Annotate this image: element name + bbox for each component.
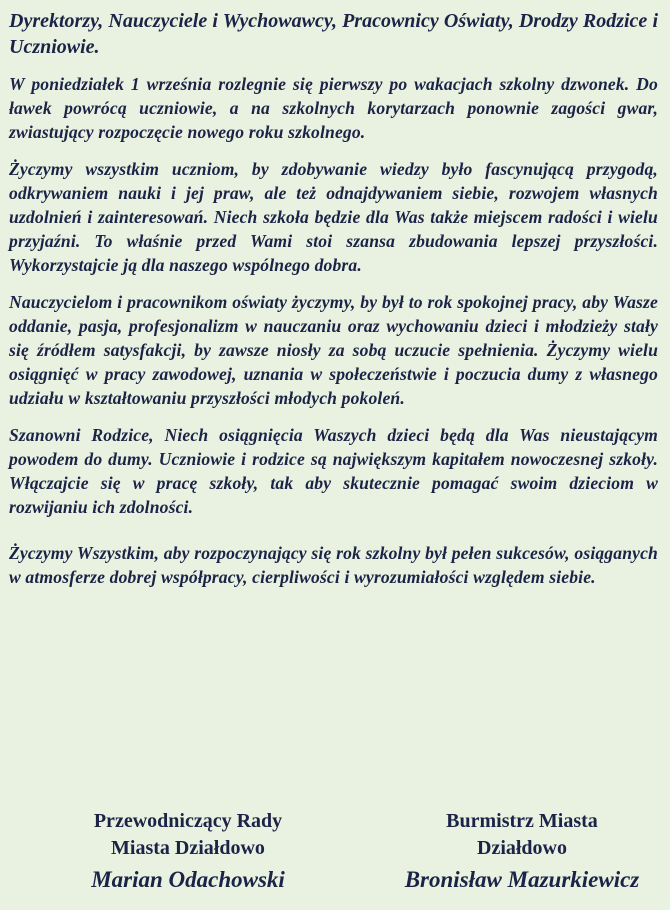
signature-council-chairman [52, 808, 324, 897]
paragraph-wishes-students: Życzymy wszystkim uczniom, by zdobywanie wiedzy było fascynującą przygodą, odkrywaniem nauki i jej praw, ale też odnajdywaniem siebie, rozwojem własnych uzdolnień i zainteresowań. Niech szkoła będzie dla Was także miejscem radości i wielu przyjaźni. To właśnie przed Wami stoi szansa zbudowania lepszej przyszłości. Wykorzystajcie ją dla naszego wspólnego dobra. [9, 159, 658, 275]
paragraph-wishes-parents: Szanowni Rodzice, Niech osiągnięcia Waszych dzieci będą dla Was nieustającym powodem do dumy. Uczniowie i rodzice są największym kapitałem nowoczesnej szkoły. Włączajcie się w pracę szkoły, tak aby skutecznie pomagać swoim dzieciom w rozwijaniu ich zdolności. [9, 425, 658, 517]
signature-title-line: Przewodniczący Rady [93, 810, 283, 832]
paragraph-wishes-teachers: Nauczycielom i pracownikom oświaty życzymy, by był to rok spokojnej pracy, aby Wasze oddanie, pasja, profesjonalizm w nauczaniu oraz wychowaniu dzieci i młodzieży stały się źródłem satysfakcji, by zawsze niosły za sobą uczucie spełnienia. Życzymy wielu osiągnięć w pracy zawodowej, uznania w społeczeństwie i poczucia dumy z własnego udziału w kształtowaniu przyszłości młodych pokoleń. [9, 292, 658, 408]
signature-mayor [380, 808, 664, 897]
signature-title-line: Miasta Działdowo [111, 837, 265, 859]
letter-greeting: Dyrektorzy, Nauczyciele i Wychowawcy, Pracownicy Oświaty, Drodzy Rodzice i Uczniowie. [9, 10, 658, 58]
signature-title-line: Działdowo [477, 837, 567, 859]
signature-title-line: Burmistrz Miasta [446, 810, 598, 832]
signature-name: Marian Odachowski [91, 867, 285, 892]
paragraph-school-bell: W poniedziałek 1 września rozlegnie się pierwszy po wakacjach szkolny dzwonek. Do ławek powrócą uczniowie, a na szkolnych korytarzach ponownie zagości gwar, zwiastujący rozpoczęcie nowego roku szkolnego. [9, 74, 658, 142]
paragraph-wishes-everyone: Życzymy Wszystkim, aby rozpoczynający się rok szkolny był pełen sukcesów, osiąganych w atmosferze dobrej współpracy, cierpliwości i wyrozumiałości względem siebie. [9, 543, 658, 587]
signature-name: Bronisław Mazurkiewicz [404, 867, 640, 892]
signatures-block [0, 808, 670, 908]
